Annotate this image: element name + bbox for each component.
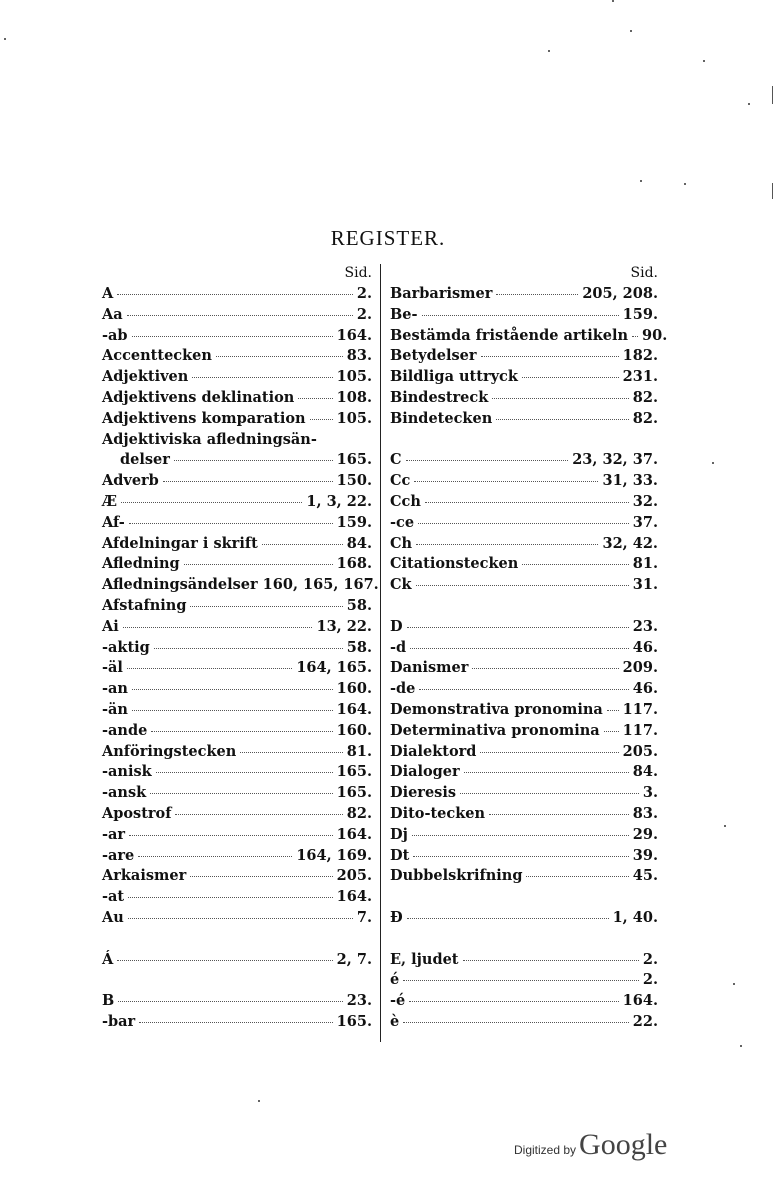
- entry-pages: 205.: [622, 742, 658, 760]
- entry-term: Adjektiviska afledningsän-: [102, 430, 317, 448]
- entry-term: Af-: [102, 513, 125, 531]
- dot-leader: [128, 918, 353, 919]
- dot-leader: [419, 689, 628, 690]
- dot-leader: [138, 856, 292, 857]
- index-entry: [390, 721, 658, 742]
- entry-term: Adjektiven: [102, 368, 189, 386]
- dot-leader: [139, 1022, 332, 1023]
- entry-term: Ck: [390, 576, 412, 594]
- entry-pages: 105.: [336, 409, 372, 427]
- entry-term: Dubbelskrifning: [390, 867, 523, 885]
- entry-pages: 231.: [622, 368, 658, 386]
- entry-term: Bildliga uttryck: [390, 368, 518, 386]
- dot-leader: [154, 648, 343, 649]
- speck: [612, 0, 614, 2]
- entry-term: Accenttecken: [102, 347, 212, 365]
- column-divider: [380, 264, 381, 1042]
- dot-leader: [190, 876, 332, 877]
- index-entry: [390, 970, 658, 991]
- index-entry: [390, 513, 658, 534]
- letter-group-gap: [102, 970, 372, 991]
- entry-pages: 84.: [632, 763, 658, 781]
- entry-term: A: [102, 285, 114, 302]
- entry-term: Afstafning: [102, 596, 187, 614]
- entry-pages: 117.: [622, 721, 658, 739]
- page-column-header: Sid.: [630, 265, 658, 281]
- dot-leader: [127, 315, 353, 316]
- entry-term: Arkaismer: [102, 867, 187, 885]
- index-entry: [102, 284, 372, 305]
- dot-leader: [526, 876, 628, 877]
- index-column-left: [102, 262, 379, 1033]
- entry-pages: 1, 3, 22.: [306, 492, 372, 510]
- entry-pages: 23, 32, 37.: [572, 451, 658, 469]
- entry-pages: 32, 42.: [602, 534, 658, 552]
- index-entry: [102, 617, 372, 638]
- dot-leader: [406, 460, 569, 461]
- dot-leader: [410, 648, 629, 649]
- index-entry: [102, 534, 372, 555]
- speck: [724, 825, 726, 827]
- entry-pages: 82.: [632, 409, 658, 427]
- entry-term: Barbarismer: [390, 285, 493, 302]
- entry-term: D: [390, 617, 403, 635]
- digitized-by-text: Digitized by: [514, 1143, 577, 1157]
- entry-term: Demonstrativa pronomina: [390, 700, 603, 718]
- dot-leader: [184, 564, 333, 565]
- dot-leader: [298, 398, 332, 399]
- speck: [630, 30, 632, 32]
- entry-pages: 58.: [346, 638, 372, 656]
- dot-leader: [132, 336, 333, 337]
- google-logo: Google: [579, 1128, 668, 1161]
- entry-term: C: [390, 451, 402, 469]
- dot-leader: [151, 731, 332, 732]
- entry-term: Đ: [390, 908, 403, 926]
- index-entry: [390, 846, 658, 867]
- entry-pages: 205.: [336, 867, 372, 885]
- index-entry: [102, 908, 372, 929]
- index-entry: [102, 991, 372, 1012]
- entry-term: -ce: [390, 513, 415, 531]
- entry-pages: 164.: [336, 326, 372, 344]
- index-entry: [390, 700, 658, 721]
- entry-term: Afledningsändelser 160, 165, 167.: [102, 576, 379, 594]
- entry-pages: 168.: [336, 555, 372, 573]
- dot-leader: [412, 835, 629, 836]
- dot-leader: [416, 544, 598, 545]
- page-title: REGISTER.: [330, 226, 446, 250]
- dot-leader: [414, 481, 598, 482]
- index-entry: [390, 1012, 658, 1033]
- letter-group-gap: [390, 430, 658, 451]
- entry-term: Cc: [390, 472, 411, 490]
- dot-leader: [403, 1022, 629, 1023]
- entry-term: Dieresis: [390, 784, 457, 802]
- index-entry: [102, 596, 372, 617]
- entry-pages: 22.: [632, 1012, 658, 1030]
- speck: [703, 60, 705, 62]
- entry-term: é: [390, 971, 400, 989]
- speck: [640, 180, 642, 182]
- index-entry: [102, 846, 372, 867]
- entry-term: Bindestreck: [390, 388, 489, 406]
- index-entry: [390, 679, 658, 700]
- dot-leader: [418, 523, 629, 524]
- entry-term: Betydelser: [390, 347, 477, 365]
- entry-term: -än: [102, 700, 128, 718]
- dot-leader: [492, 398, 628, 399]
- dot-leader: [123, 627, 313, 628]
- entry-term: Dj: [390, 825, 408, 843]
- index-entry: [102, 346, 372, 367]
- index-entry: [102, 866, 372, 887]
- entry-pages: 23.: [632, 617, 658, 635]
- dot-leader: [118, 1001, 343, 1002]
- index-entry: [102, 638, 372, 659]
- dot-leader: [403, 980, 639, 981]
- entry-term: Dialoger: [390, 763, 460, 781]
- index-entry: [390, 534, 658, 555]
- entry-pages: 164.: [336, 888, 372, 906]
- index-entry: [102, 471, 372, 492]
- dot-leader: [129, 523, 333, 524]
- entry-term: B: [102, 992, 115, 1010]
- index-entry: [390, 950, 658, 971]
- index-entry: [390, 866, 658, 887]
- digitized-footer: [514, 1128, 667, 1162]
- entry-pages: 2.: [356, 305, 372, 323]
- index-entry: [390, 554, 658, 575]
- index-entry: [102, 305, 372, 326]
- index-column-right: [390, 262, 668, 1033]
- dot-leader: [117, 960, 332, 961]
- entry-pages: 83.: [346, 347, 372, 365]
- dot-leader: [407, 627, 629, 628]
- entry-term: -at: [102, 888, 125, 906]
- dot-leader: [132, 689, 333, 690]
- dot-leader: [240, 752, 343, 753]
- speck: [684, 183, 686, 185]
- letter-group-gap: [390, 887, 658, 908]
- dot-leader: [129, 835, 333, 836]
- edge-mark: [772, 86, 773, 104]
- entry-term: Afledning: [102, 555, 180, 573]
- speck: [4, 38, 6, 40]
- index-entry: [390, 783, 658, 804]
- index-entry: [390, 471, 658, 492]
- speck: [258, 1100, 260, 1102]
- index-entry: [102, 742, 372, 763]
- index-entry: [390, 388, 658, 409]
- entry-term: Bestämda fristående artikeln: [390, 326, 629, 344]
- entry-pages: 165.: [336, 1012, 372, 1030]
- entry-pages: 164.: [336, 700, 372, 718]
- index-entry: [390, 825, 658, 846]
- entry-pages: 45.: [632, 867, 658, 885]
- entry-pages: 164, 169.: [296, 846, 372, 864]
- dot-leader: [422, 315, 619, 316]
- dot-leader: [463, 960, 639, 961]
- entry-term: Adjektivens deklination: [102, 388, 295, 406]
- entry-pages: 37.: [632, 513, 658, 531]
- entry-term: Adjektivens komparation: [102, 409, 306, 427]
- entry-pages: 82.: [346, 804, 372, 822]
- entry-pages: 32.: [632, 492, 658, 510]
- entry-term: Anföringstecken: [102, 742, 237, 760]
- index-entry: [390, 492, 658, 513]
- entry-term: E, ljudet: [390, 950, 459, 968]
- entry-term: Æ: [102, 492, 117, 510]
- dot-leader: [150, 793, 333, 794]
- entry-term: -ansk: [102, 784, 147, 802]
- dot-leader: [464, 772, 629, 773]
- entry-pages: 160.: [336, 721, 372, 739]
- entry-term: Ch: [390, 534, 413, 552]
- entry-pages: 2, 7.: [336, 950, 372, 968]
- index-entry: [102, 367, 372, 388]
- speck: [548, 50, 550, 52]
- entry-term: -aktig: [102, 638, 150, 656]
- dot-leader: [132, 710, 333, 711]
- letter-group-gap: [390, 596, 658, 617]
- index-entry: [390, 617, 658, 638]
- index-entry: [102, 575, 379, 596]
- entry-term: -ab: [102, 326, 128, 344]
- dot-leader: [416, 585, 629, 586]
- entry-pages: 205, 208.: [582, 285, 658, 302]
- dot-leader: [121, 502, 302, 503]
- index-entry: [390, 284, 658, 305]
- entry-term: -an: [102, 680, 128, 698]
- entry-pages: 23.: [346, 992, 372, 1010]
- index-entry: [102, 658, 372, 679]
- dot-leader: [607, 710, 619, 711]
- entry-pages: 182.: [622, 347, 658, 365]
- entry-pages: 164, 165.: [296, 659, 372, 677]
- dot-leader: [262, 544, 343, 545]
- entry-pages: 117.: [622, 700, 658, 718]
- entry-term: Adverb: [102, 472, 159, 490]
- index-entry: [390, 450, 658, 471]
- dot-leader: [480, 752, 618, 753]
- entry-pages: 82.: [632, 388, 658, 406]
- entry-pages: 164.: [336, 825, 372, 843]
- dot-leader: [407, 918, 609, 919]
- entry-pages: 2.: [642, 950, 658, 968]
- index-entry: [390, 658, 658, 679]
- entry-term: -anisk: [102, 763, 152, 781]
- entry-term: Au: [102, 908, 124, 926]
- entry-pages: 58.: [346, 596, 372, 614]
- index-entry: [390, 346, 658, 367]
- entry-term: Dito-tecken: [390, 804, 486, 822]
- entry-pages: 46.: [632, 680, 658, 698]
- entry-term: Dialektord: [390, 742, 477, 760]
- entry-term: -bar: [102, 1012, 136, 1030]
- dot-leader: [425, 502, 629, 503]
- index-entry: [390, 367, 658, 388]
- dot-leader: [163, 481, 333, 482]
- index-entry: [390, 762, 658, 783]
- entry-term: -ande: [102, 721, 148, 739]
- dot-leader: [489, 814, 629, 815]
- entry-pages: 7.: [356, 908, 372, 926]
- index-entry: [102, 1012, 372, 1033]
- dot-leader: [604, 731, 619, 732]
- dot-leader: [156, 772, 333, 773]
- entry-pages: 165.: [336, 763, 372, 781]
- index-entry: [390, 305, 658, 326]
- letter-group-gap: [390, 929, 658, 950]
- dot-leader: [174, 460, 333, 461]
- index-entry: [102, 409, 372, 430]
- entry-pages: 108.: [336, 388, 372, 406]
- index-entry: [390, 326, 668, 347]
- entry-pages: 159.: [336, 513, 372, 531]
- index-entry: [102, 825, 372, 846]
- entry-pages: 46.: [632, 638, 658, 656]
- entry-term: Bindetecken: [390, 409, 493, 427]
- speck: [748, 103, 750, 105]
- index-entry: [102, 554, 372, 575]
- index-entry: [102, 783, 372, 804]
- entry-term: -äl: [102, 659, 123, 677]
- entry-term: Dt: [390, 846, 410, 864]
- dot-leader: [481, 356, 619, 357]
- dot-leader: [190, 606, 342, 607]
- index-entry: [102, 513, 372, 534]
- speck: [712, 462, 714, 464]
- page-column-header: Sid.: [344, 265, 372, 281]
- dot-leader: [175, 814, 342, 815]
- entry-term: Determinativa pronomina: [390, 721, 600, 739]
- dot-leader: [310, 419, 333, 420]
- entry-pages: 1, 40.: [612, 908, 658, 926]
- entry-pages: 84.: [346, 534, 372, 552]
- letter-group-gap: [102, 929, 372, 950]
- entry-pages: 29.: [632, 825, 658, 843]
- dot-leader: [117, 294, 353, 295]
- entry-term: -ar: [102, 825, 126, 843]
- speck: [740, 1045, 742, 1047]
- dot-leader: [127, 668, 292, 669]
- index-entry: [390, 742, 658, 763]
- index-entry: [102, 388, 372, 409]
- dot-leader: [192, 377, 332, 378]
- index-entry: [102, 450, 372, 471]
- index-entry: [390, 638, 658, 659]
- entry-pages: 164.: [622, 992, 658, 1010]
- entry-pages: 13, 22.: [316, 617, 372, 635]
- entry-pages: 160.: [336, 680, 372, 698]
- entry-term: è: [390, 1012, 400, 1030]
- edge-mark: [772, 183, 773, 199]
- entry-term: Á: [102, 950, 114, 968]
- entry-pages: 90.: [642, 326, 668, 344]
- entry-pages: 165.: [336, 784, 372, 802]
- entry-pages: 81.: [632, 555, 658, 573]
- entry-term: Aa: [102, 305, 123, 323]
- entry-term: Apostrof: [102, 804, 172, 822]
- entry-pages: 159.: [622, 305, 658, 323]
- entry-term: Afdelningar i skrift: [102, 534, 258, 552]
- index-entry: [102, 950, 372, 971]
- index-entry: [102, 492, 372, 513]
- index-entry: [390, 804, 658, 825]
- index-entry: [390, 409, 658, 430]
- entry-pages: 2.: [642, 971, 658, 989]
- entry-term: -de: [390, 680, 416, 698]
- speck: [733, 983, 735, 985]
- dot-leader: [413, 856, 628, 857]
- entry-pages: 150.: [336, 472, 372, 490]
- entry-term: -é: [390, 992, 406, 1010]
- index-entry: [102, 326, 372, 347]
- index-entry: [102, 430, 372, 451]
- entry-pages: 105.: [336, 368, 372, 386]
- index-entry: [102, 721, 372, 742]
- dot-leader: [128, 897, 333, 898]
- dot-leader: [496, 419, 629, 420]
- entry-pages: 81.: [346, 742, 372, 760]
- dot-leader: [409, 1001, 618, 1002]
- dot-leader: [460, 793, 639, 794]
- entry-pages: 2.: [356, 285, 372, 302]
- entry-term: delser: [120, 451, 170, 469]
- index-entry: [390, 908, 658, 929]
- dot-leader: [216, 356, 343, 357]
- entry-term: Citationstecken: [390, 555, 519, 573]
- entry-term: -d: [390, 638, 407, 656]
- entry-pages: 31.: [632, 576, 658, 594]
- dot-leader: [632, 336, 638, 337]
- index-entry: [102, 762, 372, 783]
- dot-leader: [496, 294, 578, 295]
- entry-pages: 209.: [622, 659, 658, 677]
- entry-pages: 31, 33.: [602, 472, 658, 490]
- index-entry: [102, 887, 372, 908]
- index-entry: [390, 991, 658, 1012]
- dot-leader: [522, 564, 628, 565]
- entry-term: Be-: [390, 305, 418, 323]
- dot-leader: [472, 668, 618, 669]
- index-entry: [390, 575, 658, 596]
- entry-term: Cch: [390, 492, 421, 510]
- index-entry: [102, 679, 372, 700]
- index-entry: [102, 804, 372, 825]
- entry-pages: 165.: [336, 451, 372, 469]
- entry-term: Ai: [102, 617, 119, 635]
- entry-term: Danismer: [390, 659, 469, 677]
- entry-term: -are: [102, 846, 135, 864]
- entry-pages: 3.: [642, 784, 658, 802]
- entry-pages: 83.: [632, 804, 658, 822]
- entry-pages: 39.: [632, 846, 658, 864]
- index-entry: [102, 700, 372, 721]
- dot-leader: [522, 377, 619, 378]
